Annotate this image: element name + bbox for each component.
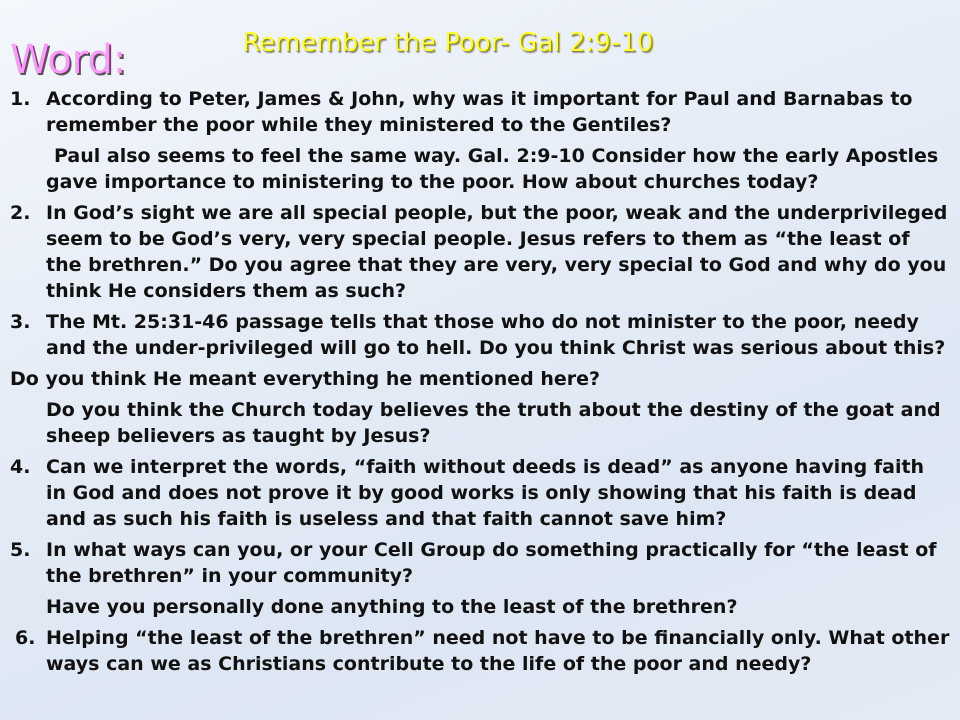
question-item-2 [10, 200, 950, 304]
question-number: 5. [10, 539, 31, 561]
question-followup: Do you think the Church today believes the truth about the destiny of the goat and sheep believers as taught by Jesus? [46, 399, 941, 447]
question-item-5 [10, 537, 950, 589]
question-text: In God’s sight we are all special people, but the poor, weak and the underprivileged seem to be God’s very, very special people. Jesus refers to them as “the least of the brethren.” Do you agree that they are very, very special to God and why do you think He considers them as such? [46, 202, 948, 302]
slide-title: Remember the Poor- Gal 2:9-10 [242, 28, 654, 58]
question-number: 3. [10, 311, 31, 333]
question-followup: Have you personally done anything to the least of the brethren? [46, 596, 738, 618]
question-number: 6. [15, 627, 36, 649]
question-text: The Mt. 25:31-46 passage tells that those who do not minister to the poor, needy and the under-privileged will go to hell. Do you think Christ was serious about this? [46, 311, 946, 359]
question-number: 2. [10, 202, 31, 224]
question-list [10, 86, 950, 682]
question-number: 4. [10, 456, 31, 478]
question-followup: Paul also seems to feel the same way. Gal. 2:9-10 Consider how the early Apostles gave importance to ministering to the poor. How about churches today? [46, 145, 939, 193]
question-item-1 [10, 86, 950, 138]
question-item-4 [10, 454, 950, 532]
question-followup: Do you think He meant everything he mentioned here? [10, 368, 601, 390]
question-text: In what ways can you, or your Cell Group do something practically for “the least of the brethren” in your community? [46, 539, 937, 587]
question-item-6 [10, 625, 950, 677]
slide-heading: Word: [10, 37, 127, 83]
question-text: Can we interpret the words, “faith without deeds is dead” as anyone having faith in God and does not prove it by good works is only showing that his faith is dead and as such his faith is useless and that faith cannot save him? [46, 456, 925, 530]
question-number: 1. [10, 88, 31, 110]
question-item-3 [10, 309, 950, 361]
question-text: Helping “the least of the brethren” need not have to be financially only. What other ways can we as Christians contribute to the life of the poor and needy? [46, 627, 950, 675]
question-text: According to Peter, James & John, why was it important for Paul and Barnabas to remember the poor while they ministered to the Gentiles? [46, 88, 913, 136]
